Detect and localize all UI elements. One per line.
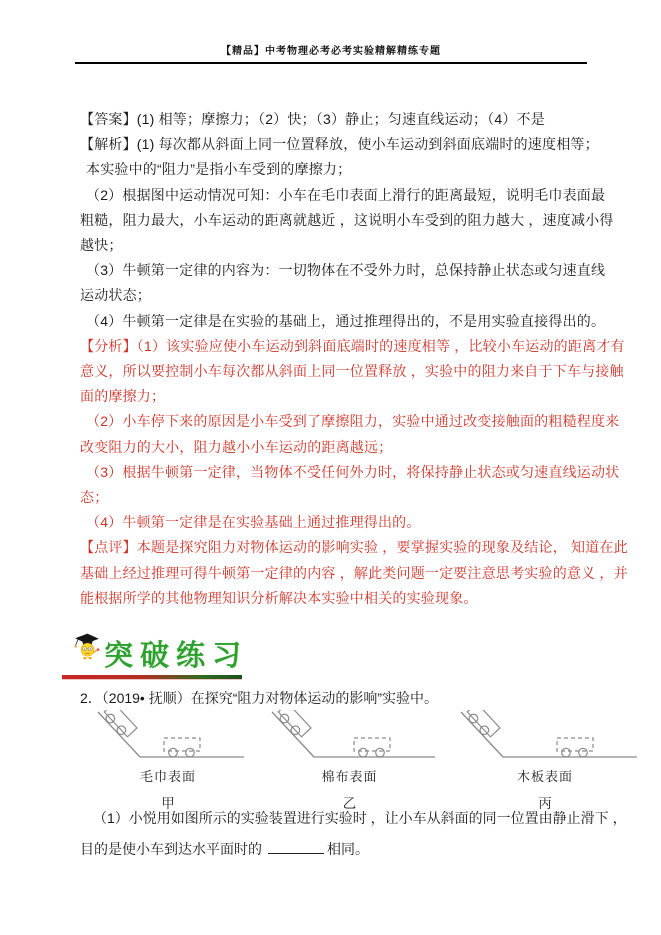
cart-stopped-dashed xyxy=(164,738,200,751)
question-part1 xyxy=(80,803,627,865)
text-line: 越快； xyxy=(80,237,123,254)
incline-diagram xyxy=(451,710,639,812)
incline-track-drawing xyxy=(262,710,437,762)
experiment-diagrams xyxy=(88,710,639,812)
incline-diagram xyxy=(88,710,248,812)
text-line: 【解析】(1) 每次都从斜面上同一位置释放，使小车运动到斜面底端时的速度相等； xyxy=(80,136,599,153)
header-title: 【精品】中考物理必考必考实验精解精练专题 xyxy=(221,46,441,57)
text-line: 态； xyxy=(80,489,109,506)
incline-track-drawing xyxy=(88,710,248,762)
text-line: 【答案】(1) 相等；摩擦力；（2）快；（3）静止；匀速直线运动；（4）不是 xyxy=(80,111,545,127)
surface-label: 棉布表面 xyxy=(321,769,378,784)
text-line: （3）根据牛顿第一定律，当物体不受任何外力时，将保持静止状态或匀速直线运动状 xyxy=(86,463,620,480)
part1-text-line: （1）小悦用如图所示的实验装置进行实验时 ，让小车从斜面的同一位置由静止滑下 ， xyxy=(93,810,627,826)
text-line: 基础上经过推理可得牛顿第一定律的内容 ，解此类问题一定要注意思考实验的意义 ，并 xyxy=(80,564,628,581)
text-line: 面的摩擦力； xyxy=(80,388,166,405)
surface-label: 木板表面 xyxy=(516,769,573,784)
incline-track-drawing xyxy=(451,710,639,762)
surface-label: 毛巾表面 xyxy=(139,769,196,784)
banner-title: 突破练习 xyxy=(103,640,248,672)
text-line: 能根据所学的其他物理知识分析解决本实验中相关的实验现象。 xyxy=(80,589,478,606)
header-rule xyxy=(75,62,587,64)
answer-blank xyxy=(268,839,324,854)
text-line: 【点评】本题是探究阻力对物体运动的影响实验 ，要掌握实验的现象及结论， 知道在此 xyxy=(80,539,628,556)
part1-text-line xyxy=(80,834,605,865)
text-line: 粗糙，阻力最大，小车运动的距离就越近 ，这说明小车受到的阻力越大 ，速度减小得 xyxy=(80,211,614,228)
document-header xyxy=(75,42,587,64)
figure-tag-label: 丙 xyxy=(538,796,552,811)
text-line: （2）根据图中运动情况可知：小车在毛巾表面上滑行的距离最短，说明毛巾表面最 xyxy=(86,186,606,203)
figure-tag-label: 甲 xyxy=(161,796,175,811)
text-line: 运动状态； xyxy=(80,287,151,304)
cart-stopped-dashed xyxy=(557,738,593,751)
answer-analysis-text xyxy=(80,107,628,611)
text-line: （4）牛顿第一定律是在实验的基础上，通过推理得出的，不是用实验直接得出的。 xyxy=(86,312,606,329)
question-2-stem: 2．（2019• 抚顺）在探究“阻力对物体运动的影响”实验中。 xyxy=(80,690,439,706)
banner-underline xyxy=(62,675,242,680)
incline-diagram xyxy=(262,710,437,812)
practice-banner xyxy=(62,616,248,680)
text-line: （4）牛顿第一定律是在实验基础上通过推理得出的。 xyxy=(86,514,421,531)
part1-pre-blank-text: 目的是使小车到达水平面时的 xyxy=(80,841,262,857)
figure-tag-label: 乙 xyxy=(342,796,357,811)
text-line: 本实验中的“阻力”是指小车受到的摩擦力； xyxy=(86,161,352,178)
graduate-mascot-icon xyxy=(72,616,104,674)
text-line: （3）牛顿第一定律的内容为：一切物体在不受外力时，总保持静止状态或匀速直线 xyxy=(86,262,606,279)
text-line: 【分析】（1）该实验应使小车运动到斜面底端时的速度相等 ，比较小车运动的距离才有 xyxy=(80,337,625,354)
text-line: （2）小车停下来的原因是小车受到了摩擦阻力，实验中通过改变接触面的粗糙程度来 xyxy=(86,413,620,430)
text-line: 改变阻力的大小，阻力越小小车运动的距离越远； xyxy=(80,438,393,455)
cart-stopped-dashed xyxy=(354,738,390,751)
text-line: 意义，所以要控制小车每次都从斜面上同一位置释放 ，实验中的阻力来自于下车与接触 xyxy=(80,363,624,380)
part1-post-blank-text: 相同。 xyxy=(327,841,369,857)
